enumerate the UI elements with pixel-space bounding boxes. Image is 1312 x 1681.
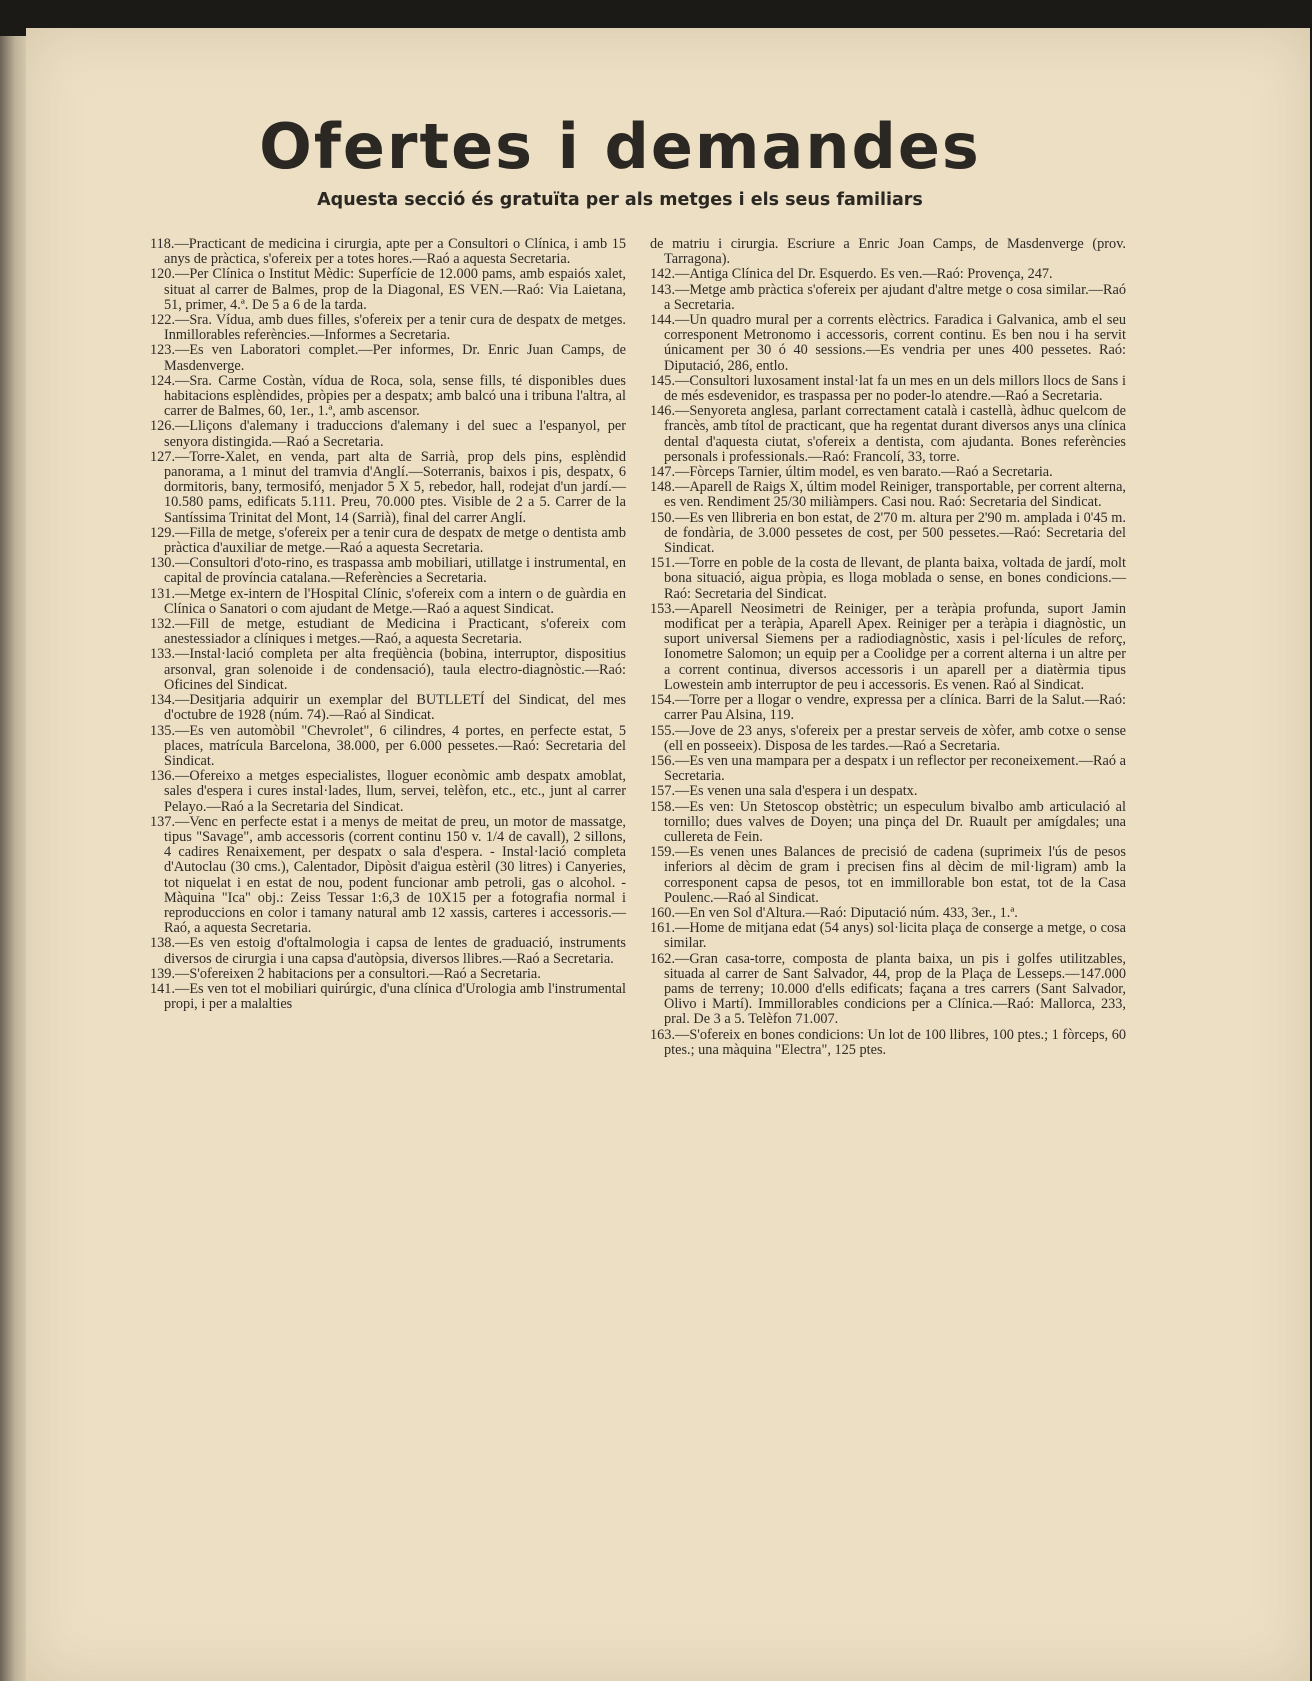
classified-ad: 138.—Es ven estoig d'oftalmologia i capsa de lentes de graduació, instruments diversos de cirurgia i una capsa d'autòpsia, diversos llibres.—Raó a Secretaria.	[150, 935, 626, 967]
classified-ad: 139.—S'ofereixen 2 habitacions per a consultori.—Raó a Secretaria.	[150, 965, 541, 982]
classified-ad: 142.—Antiga Clínica del Dr. Esquerdo. Es ven.—Raó: Provença, 247.	[650, 266, 1053, 283]
classified-ad: 137.—Venc en perfecte estat i a menys de meitat de preu, un motor de massatge, tipus "Savage", amb accessoris (corrent continu 150 v. 1/4 de cavall), 2 sillons, 4 cadires Renaixement, per despatx o sala d'espera. - Instal·lació completa d'Autoclau (30 cms.), Calentador, Dipòsit d'aigua estèril (30 litres) i Canyeries, tot niquelat i en estat de nou, podent funcionar amb petroli, gas o alcohol. - Màquina "Ica" obj.: Zeiss Tessar 1:6,3 de 10X15 per a fotografia normal i reproduccions en color i tamany natural amb 12 xassis, carteres i accessoris.—Raó, a aquesta Secretaria.	[150, 813, 626, 937]
classified-ad: 130.—Consultori d'oto-rino, es traspassa amb mobiliari, utillatge i instrumental, en capital de província catalana.—Referències a Secretaria.	[150, 555, 626, 587]
classified-ad: 126.—Lliçons d'alemany i traduccions d'alemany i del suec a l'espanyol, per senyora distingida.—Raó a Secretaria.	[150, 418, 626, 450]
classified-ad: 157.—Es venen una sala d'espera i un despatx.	[650, 783, 918, 800]
classified-ad: 161.—Home de mitjana edat (54 anys) sol·licita plaça de conserge a metge, o cosa similar.	[650, 920, 1126, 952]
classified-ad: 151.—Torre en poble de la costa de llevant, de planta baixa, voltada de jardí, molt bona situació, aigua pròpia, es lloga moblada o sense, en bones condicions.—Raó: Secretaria del Sindicat.	[650, 555, 1126, 602]
classified-ad: 136.—Ofereixo a metges especialistes, lloguer econòmic amb despatx amoblat, sales d'espera i cures instal·lades, llum, servei, telèfon, etc., etc., junt al carrer Pelayo.—Raó a la Secretaria del Sindicat.	[150, 768, 626, 815]
classified-ad: 147.—Fòrceps Tarnier, últim model, es ven barato.—Raó a Secretaria.	[650, 464, 1053, 481]
classified-ad: 145.—Consultori luxosament instal·lat fa un mes en un dels millors llocs de Sans i de més esdevenidor, es traspassa per no poder-lo atendre.—Raó a Secretaria.	[650, 372, 1126, 405]
page-title: Ofertes i demandes	[259, 110, 981, 183]
classified-ad: 160.—En ven Sol d'Altura.—Raó: Diputació núm. 433, 3er., 1.ª.	[650, 904, 1018, 921]
page-subtitle: Aquesta secció és gratuïta per als metges i els seus familiars	[317, 190, 923, 210]
classified-ad: 163.—S'ofereix en bones condicions: Un lot de 100 llibres, 100 ptes.; 1 fòrceps, 60 ptes.; una màquina "Electra", 125 ptes.	[650, 1026, 1126, 1058]
classified-ad: 156.—Es ven una mampara per a despatx i un reflector per reconeixement.—Raó a Secretaria.	[650, 752, 1126, 785]
classified-ad: 155.—Jove de 23 anys, s'ofereix per a prestar serveis de xòfer, amb cotxe o sense (ell en posseeix). Disposa de les tardes.—Raó a Secretaria.	[650, 722, 1126, 754]
classified-ad: 154.—Torre per a llogar o vendre, expressa per a clínica. Barri de la Salut.—Raó: carrer Pau Alsina, 119.	[650, 692, 1126, 724]
classified-ad: 162.—Gran casa-torre, composta de planta baixa, un pis i golfes utilitzables, situada al carrer de Sant Salvador, 44, prop de la Plaça de Lesseps.—147.000 pams de terreny; 10.000 d'ells edificats; façana a tres carrers (Sant Salvador, Olivo i Martí). Immillorables condicions per a Clínica.—Raó: Mallorca, 233, pral. De 3 a 5. Telèfon 71.007.	[650, 950, 1126, 1028]
right-column	[650, 237, 1126, 1058]
classified-ad: 148.—Aparell de Raigs X, últim model Reiniger, transportable, per corrent alterna, es ven. Rendiment 25/30 miliàmpers. Casi nou. Raó: Secretaria del Sindicat.	[650, 479, 1126, 511]
classified-ad: 143.—Metge amb pràctica s'ofereix per ajudant d'altre metge o cosa similar.—Raó a Secretaria.	[650, 281, 1126, 313]
classified-ad: 150.—Es ven llibreria en bon estat, de 2'70 m. altura per 2'90 m. amplada i 0'45 m. de fondària, de 3.000 pessetes de cost, per 500 pessetes.—Raó: Secretaria del Sindicat.	[650, 509, 1126, 557]
classified-ad: 120.—Per Clínica o Institut Mèdic: Superfície de 12.000 pams, amb espaiós xalet, situat al carrer de Balmes, prop de la Diagonal, ES VEN.—Raó: Via Laietana, 51, primer, 4.ª. De 5 a 6 de la tarda.	[150, 266, 626, 313]
classified-ad: 131.—Metge ex-intern de l'Hospital Clínic, s'ofereix com a intern o de guàrdia en Clínica o Sanatori o com ajudant de Metge.—Raó a aquest Sindicat.	[150, 585, 626, 617]
classified-ad: 127.—Torre-Xalet, en venda, part alta de Sarrià, prop dels pins, esplèndid panorama, a 1 minut del tramvia d'Anglí.—Soterranis, baixos i pis, despatx, 6 dormitoris, bany, termosifó, menjador 5 X 5, rebedor, hall, rodejat d'un jardí.—10.580 pams, edificats 5.111. Preu, 70.000 ptes. Visible de 2 a 5. Carrer de la Santíssima Trinitat del Mont, 14 (Sarrià), final del carrer Anglí.	[150, 448, 626, 526]
classified-ad: 144.—Un quadro mural per a corrents elèctrics. Faradica i Galvanica, amb el seu corresponent Metronomo i accessoris, corrent continu. Es ben nou i ha servit únicament per 30 ó 40 sessions.—Es vendria per unes 400 pessetes. Raó: Diputació, 286, entlo.	[650, 312, 1126, 374]
classified-ad: 129.—Filla de metge, s'ofereix per a tenir cura de despatx de metge o dentista amb pràctica d'auxiliar de metge.—Raó a aquesta Secretaria.	[150, 524, 626, 557]
classified-ad: 122.—Sra. Vídua, amb dues filles, s'ofereix per a tenir cura de despatx de metges. Inmillorables referències.—Informes a Secretaria.	[150, 312, 626, 344]
classified-ad: de matriu i cirurgia. Escriure a Enric Joan Camps, de Masdenverge (prov. Tarragona).	[650, 236, 1126, 268]
classified-ad: 158.—Es ven: Un Stetoscop obstètric; un especulum bivalbo amb articulació al tornillo; dues valves de Doyen; una pinça del Dr. Ruault per amígdales; una cullereta de Fein.	[650, 798, 1126, 845]
classified-ad: 135.—Es ven automòbil "Chevrolet", 6 cilindres, 4 portes, en perfecte estat, 5 places, matrícula Barcelona, 38.000, per 6.000 pessetes.—Raó: Secretaria del Sindicat.	[150, 722, 626, 769]
classified-ad: 124.—Sra. Carme Costàn, vídua de Roca, sola, sense fills, té disponibles dues habitacions esplèndides, pròpies per a despatx; amb balcó una i tribuna l'altra, al carrer de Balmes, 60, 1er., 1.ª, amb ascensor.	[150, 372, 626, 420]
classified-ad: 118.—Practicant de medicina i cirurgia, apte per a Consultori o Clínica, i amb 15 anys de pràctica, s'ofereix per a totes hores.—Raó a aquesta Secretaria.	[150, 236, 626, 268]
classified-ad: 141.—Es ven tot el mobiliari quirúrgic, d'una clínica d'Urologia amb l'instrumental propi, i per a malalties	[150, 980, 626, 1013]
classified-ad: 133.—Instal·lació completa per alta freqüència (bobina, interruptor, dispositius arsonval, gran solenoide i de condensació), taula electro-diagnòstic.—Raó: Oficines del Sindicat.	[150, 646, 626, 693]
left-column	[150, 237, 626, 1012]
classified-ad: 153.—Aparell Neosimetri de Reiniger, per a teràpia profunda, suport Jamin modificat per a teràpia, Aparell Apex. Reiniger per a teràpia i diagnòstic, un suport universal Siemens per a radiodiagnòstic, xasis i pel·lícules de reforç, Ionometre Salomon; un equip per a Coolidge per a corrent alterna i un altre per a corrent continua, diversos accessoris i un aparell per a diatèrmia tipus Lowestein amb interruptor de peu i accessoris. Es venen. Raó al Sindicat.	[650, 600, 1126, 693]
classified-ad: 146.—Senyoreta anglesa, parlant correctament català i castellà, àdhuc quelcom de francès, amb títol de practicant, que ha regentat durant diversos anys una clínica dental d'aquesta ciutat, s'ofereix a dentista, com ajudanta. Bones referències personals i professionals.—Raó: Francolí, 33, torre.	[650, 403, 1126, 465]
classified-ad: 134.—Desitjaria adquirir un exemplar del BUTLLETÍ del Sindicat, del mes d'octubre de 1928 (núm. 74).—Raó al Sindicat.	[150, 692, 626, 724]
classified-ad: 159.—Es venen unes Balances de precisió de cadena (suprimeix l'ús de pesos inferiors al dècim de gram i precisen fins al dècim de mil·ligram) amb la corresponent capsa de pesos, tot en immillorable bon estat, tot de la Casa Poulenc.—Raó al Sindicat.	[650, 844, 1126, 906]
classified-ad: 123.—Es ven Laboratori complet.—Per informes, Dr. Enric Juan Camps, de Masdenverge.	[150, 342, 626, 374]
classified-ad: 132.—Fill de metge, estudiant de Medicina i Practicant, s'ofereix com anestessiador a clíniques i metges.—Raó, a aquesta Secretaria.	[150, 616, 626, 648]
